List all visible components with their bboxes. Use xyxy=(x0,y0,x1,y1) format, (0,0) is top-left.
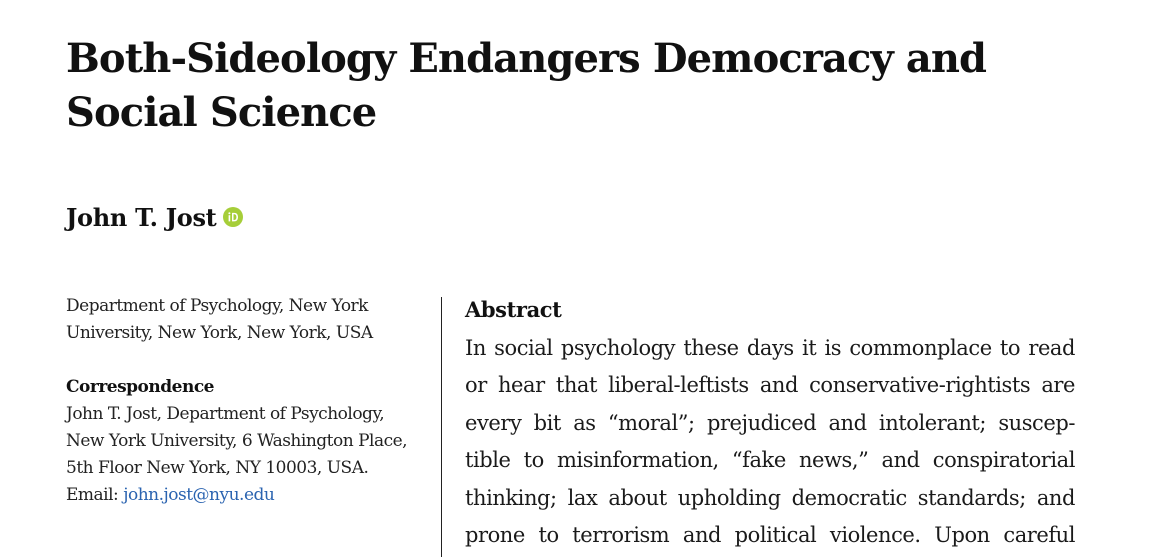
email-line xyxy=(66,482,421,509)
orcid-icon[interactable] xyxy=(223,207,243,227)
title-line: Social Science xyxy=(66,89,377,136)
affiliation-line: Department of Psychology, New York xyxy=(66,296,368,316)
affiliation-line: University, New York, New York, USA xyxy=(66,323,373,343)
email-label: Email: xyxy=(66,485,119,505)
abstract-line: prone to terrorism and political violence. Upon careful xyxy=(465,523,1075,548)
paper-title xyxy=(66,32,1066,140)
author-info-column xyxy=(66,293,421,509)
title-line: Both-Sideology Endangers Democracy and xyxy=(66,35,987,82)
correspondence-heading: Correspondence xyxy=(66,377,214,397)
correspondence-line: New York University, 6 Washington Place, xyxy=(66,431,408,451)
abstract-body xyxy=(465,330,1075,554)
author-row xyxy=(66,201,243,233)
author-name[interactable]: John T. Jost xyxy=(66,202,217,232)
email-link[interactable]: john.jost@nyu.edu xyxy=(123,485,275,505)
affiliation xyxy=(66,293,421,347)
abstract-line: In social psychology these days it is commonplace to read xyxy=(465,336,1075,360)
abstract-line: tible to misinformation, “fake news,” and conspiratorial xyxy=(465,448,1075,473)
abstract-line: thinking; lax about upholding democratic standards; and xyxy=(465,485,1075,510)
correspondence-line: John T. Jost, Department of Psychology, xyxy=(66,404,385,424)
correspondence xyxy=(66,374,421,509)
abstract-heading: Abstract xyxy=(465,297,562,322)
abstract-line: every bit as “moral”; prejudiced and intolerant; suscep- xyxy=(465,410,1075,435)
column-divider xyxy=(441,297,442,557)
abstract-section xyxy=(465,294,1075,554)
correspondence-line: 5th Floor New York, NY 10003, USA. xyxy=(66,458,369,478)
abstract-line: or hear that liberal-leftists and conservative-rightists are xyxy=(465,373,1075,398)
